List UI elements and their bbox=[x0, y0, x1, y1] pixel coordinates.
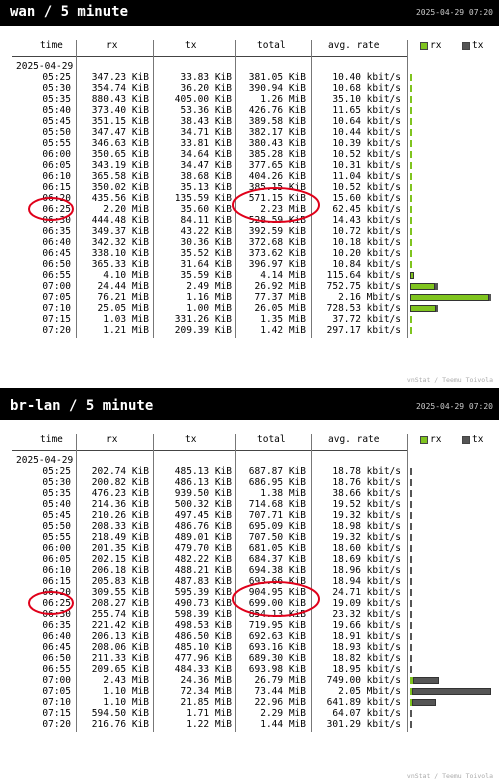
cell-rx: 202.74 KiB bbox=[91, 466, 149, 477]
cell-rate: 19.52 kbit/s bbox=[332, 499, 401, 510]
cell-rate: 18.91 kbit/s bbox=[332, 631, 401, 642]
cell-tx: 38.43 KiB bbox=[180, 116, 232, 127]
legend-tx-label: tx bbox=[472, 434, 484, 445]
cell-rate: 641.89 kbit/s bbox=[326, 697, 401, 708]
cell-rx: 880.43 KiB bbox=[91, 94, 149, 105]
cell-rate: 10.44 kbit/s bbox=[332, 127, 401, 138]
cell-rate: 35.10 kbit/s bbox=[332, 94, 401, 105]
cell-total: 681.05 KiB bbox=[248, 543, 306, 554]
cell-total: 1.26 MiB bbox=[260, 94, 306, 105]
cell-total: 382.17 KiB bbox=[248, 127, 306, 138]
cell-tx: 485.13 KiB bbox=[174, 466, 232, 477]
cell-time: 05:40 bbox=[42, 105, 71, 116]
legend-rx-label: rx bbox=[430, 40, 442, 51]
cell-rate: 10.52 kbit/s bbox=[332, 149, 401, 160]
header-rate: avg. rate bbox=[328, 40, 380, 51]
header-time: time bbox=[40, 434, 63, 445]
cell-rate: 18.78 kbit/s bbox=[332, 466, 401, 477]
cell-time: 07:20 bbox=[42, 325, 71, 336]
cell-rate: 15.60 kbit/s bbox=[332, 193, 401, 204]
cell-tx: 1.00 MiB bbox=[186, 303, 232, 314]
header-total: total bbox=[257, 40, 286, 51]
cell-time: 05:35 bbox=[42, 94, 71, 105]
cell-rx: 206.13 KiB bbox=[91, 631, 149, 642]
header-time: time bbox=[40, 40, 63, 51]
cell-rate: 18.98 kbit/s bbox=[332, 521, 401, 532]
annotation-circle-time bbox=[29, 592, 73, 614]
credit-text: vnStat / Teemu Toivola bbox=[406, 772, 493, 780]
cell-rx: 76.21 MiB bbox=[97, 292, 149, 303]
header-tx: tx bbox=[185, 434, 197, 445]
cell-time: 06:45 bbox=[42, 642, 71, 653]
cell-time: 06:55 bbox=[42, 270, 71, 281]
cell-rate: 752.75 kbit/s bbox=[326, 281, 401, 292]
cell-time: 06:35 bbox=[42, 226, 71, 237]
legend-tx-label: tx bbox=[472, 40, 484, 51]
cell-rx: 594.50 KiB bbox=[91, 708, 149, 719]
cell-rx: 347.47 KiB bbox=[91, 127, 149, 138]
cell-time: 06:35 bbox=[42, 620, 71, 631]
cell-rx: 4.10 MiB bbox=[103, 270, 149, 281]
cell-rx: 2.43 MiB bbox=[103, 675, 149, 686]
panel-title: wan / 5 minute bbox=[10, 4, 129, 20]
cell-rate: 62.45 kbit/s bbox=[332, 204, 401, 215]
cell-total: 689.30 KiB bbox=[248, 653, 306, 664]
cell-tx: 21.85 MiB bbox=[180, 697, 232, 708]
cell-tx: 24.36 MiB bbox=[180, 675, 232, 686]
cell-time: 06:40 bbox=[42, 631, 71, 642]
date-label: 2025-04-29 bbox=[16, 61, 74, 72]
cell-rx: 209.65 KiB bbox=[91, 664, 149, 675]
cell-time: 06:30 bbox=[42, 609, 71, 620]
cell-total: 385.15 KiB bbox=[248, 182, 306, 193]
cell-total: 719.95 KiB bbox=[248, 620, 306, 631]
cell-rx: 206.18 KiB bbox=[91, 565, 149, 576]
cell-time: 06:20 bbox=[42, 587, 71, 598]
cell-rx: 354.74 KiB bbox=[91, 83, 149, 94]
cell-time: 06:30 bbox=[42, 215, 71, 226]
cell-tx: 482.22 KiB bbox=[174, 554, 232, 565]
cell-tx: 405.00 KiB bbox=[174, 94, 232, 105]
cell-total: 1.42 MiB bbox=[260, 325, 306, 336]
cell-tx: 34.64 KiB bbox=[180, 149, 232, 160]
cell-rate: 2.05 Mbit/s bbox=[338, 686, 401, 697]
cell-tx: 485.10 KiB bbox=[174, 642, 232, 653]
cell-total: 404.26 KiB bbox=[248, 171, 306, 182]
cell-rate: 19.32 kbit/s bbox=[332, 532, 401, 543]
cell-total: 390.94 KiB bbox=[248, 83, 306, 94]
cell-time: 05:50 bbox=[42, 127, 71, 138]
cell-rx: 476.23 KiB bbox=[91, 488, 149, 499]
cell-total: 373.62 KiB bbox=[248, 248, 306, 259]
cell-total: 22.96 MiB bbox=[254, 697, 306, 708]
cell-rate: 10.72 kbit/s bbox=[332, 226, 401, 237]
cell-total: 381.05 KiB bbox=[248, 72, 306, 83]
cell-rx: 221.42 KiB bbox=[91, 620, 149, 631]
cell-time: 05:35 bbox=[42, 488, 71, 499]
cell-rate: 297.17 kbit/s bbox=[326, 325, 401, 336]
cell-total: 693.98 KiB bbox=[248, 664, 306, 675]
cell-time: 06:15 bbox=[42, 576, 71, 587]
cell-time: 06:10 bbox=[42, 171, 71, 182]
cell-total: 426.76 KiB bbox=[248, 105, 306, 116]
cell-rx: 373.40 KiB bbox=[91, 105, 149, 116]
cell-rx: 216.76 KiB bbox=[91, 719, 149, 730]
cell-rate: 749.00 kbit/s bbox=[326, 675, 401, 686]
cell-total: 377.65 KiB bbox=[248, 160, 306, 171]
cell-rate: 37.72 kbit/s bbox=[332, 314, 401, 325]
cell-rx: 200.82 KiB bbox=[91, 477, 149, 488]
cell-rate: 10.84 kbit/s bbox=[332, 259, 401, 270]
cell-tx: 1.22 MiB bbox=[186, 719, 232, 730]
cell-rate: 11.65 kbit/s bbox=[332, 105, 401, 116]
cell-rate: 10.52 kbit/s bbox=[332, 182, 401, 193]
cell-rate: 14.43 kbit/s bbox=[332, 215, 401, 226]
cell-total: 389.58 KiB bbox=[248, 116, 306, 127]
cell-tx: 500.32 KiB bbox=[174, 499, 232, 510]
cell-time: 05:50 bbox=[42, 521, 71, 532]
cell-rate: 38.66 kbit/s bbox=[332, 488, 401, 499]
cell-rate: 10.68 kbit/s bbox=[332, 83, 401, 94]
cell-rate: 10.40 kbit/s bbox=[332, 72, 401, 83]
cell-total: 695.09 KiB bbox=[248, 521, 306, 532]
header-rx: rx bbox=[106, 40, 118, 51]
cell-rx: 255.74 KiB bbox=[91, 609, 149, 620]
annotation-overlay bbox=[0, 0, 499, 388]
cell-rx: 1.10 MiB bbox=[103, 697, 149, 708]
cell-total: 2.29 MiB bbox=[260, 708, 306, 719]
panel-br-lan bbox=[0, 394, 499, 784]
cell-time: 07:20 bbox=[42, 719, 71, 730]
cell-total: 707.71 KiB bbox=[248, 510, 306, 521]
cell-total: 372.68 KiB bbox=[248, 237, 306, 248]
legend-rx-label: rx bbox=[430, 434, 442, 445]
cell-tx: 489.01 KiB bbox=[174, 532, 232, 543]
cell-time: 05:25 bbox=[42, 466, 71, 477]
cell-total: 1.38 MiB bbox=[260, 488, 306, 499]
cell-rate: 115.64 kbit/s bbox=[326, 270, 401, 281]
cell-tx: 331.26 KiB bbox=[174, 314, 232, 325]
cell-rate: 19.09 kbit/s bbox=[332, 598, 401, 609]
cell-rx: 309.55 KiB bbox=[91, 587, 149, 598]
cell-rx: 218.49 KiB bbox=[91, 532, 149, 543]
cell-time: 05:45 bbox=[42, 510, 71, 521]
cell-time: 05:30 bbox=[42, 83, 71, 94]
cell-time: 07:15 bbox=[42, 314, 71, 325]
panel-title: br-lan / 5 minute bbox=[10, 398, 154, 414]
cell-time: 07:05 bbox=[42, 686, 71, 697]
annotation-circle-total bbox=[233, 188, 319, 222]
cell-tx: 490.73 KiB bbox=[174, 598, 232, 609]
cell-tx: 1.71 MiB bbox=[186, 708, 232, 719]
cell-time: 07:00 bbox=[42, 281, 71, 292]
cell-total: 686.95 KiB bbox=[248, 477, 306, 488]
cell-rx: 365.33 KiB bbox=[91, 259, 149, 270]
cell-total: 699.00 KiB bbox=[248, 598, 306, 609]
cell-time: 06:15 bbox=[42, 182, 71, 193]
cell-rate: 19.32 kbit/s bbox=[332, 510, 401, 521]
cell-total: 707.50 KiB bbox=[248, 532, 306, 543]
cell-total: 693.16 KiB bbox=[248, 642, 306, 653]
cell-rate: 18.82 kbit/s bbox=[332, 653, 401, 664]
cell-rx: 201.35 KiB bbox=[91, 543, 149, 554]
cell-rx: 342.32 KiB bbox=[91, 237, 149, 248]
cell-total: 4.14 MiB bbox=[260, 270, 306, 281]
cell-rx: 346.63 KiB bbox=[91, 138, 149, 149]
cell-total: 854.13 KiB bbox=[248, 609, 306, 620]
cell-time: 05:40 bbox=[42, 499, 71, 510]
cell-rx: 351.15 KiB bbox=[91, 116, 149, 127]
cell-tx: 598.39 KiB bbox=[174, 609, 232, 620]
cell-total: 385.28 KiB bbox=[248, 149, 306, 160]
cell-rate: 10.64 kbit/s bbox=[332, 116, 401, 127]
cell-rx: 347.23 KiB bbox=[91, 72, 149, 83]
cell-time: 05:55 bbox=[42, 138, 71, 149]
cell-total: 1.44 MiB bbox=[260, 719, 306, 730]
cell-time: 07:10 bbox=[42, 697, 71, 708]
cell-total: 396.97 KiB bbox=[248, 259, 306, 270]
cell-tx: 487.83 KiB bbox=[174, 576, 232, 587]
cell-tx: 939.50 KiB bbox=[174, 488, 232, 499]
cell-time: 07:00 bbox=[42, 675, 71, 686]
cell-rate: 10.31 kbit/s bbox=[332, 160, 401, 171]
cell-rx: 343.19 KiB bbox=[91, 160, 149, 171]
cell-rate: 18.96 kbit/s bbox=[332, 565, 401, 576]
cell-rx: 1.03 MiB bbox=[103, 314, 149, 325]
cell-rx: 211.33 KiB bbox=[91, 653, 149, 664]
cell-tx: 2.49 MiB bbox=[186, 281, 232, 292]
cell-time: 05:30 bbox=[42, 477, 71, 488]
cell-rate: 23.32 kbit/s bbox=[332, 609, 401, 620]
cell-tx: 498.53 KiB bbox=[174, 620, 232, 631]
cell-rate: 19.66 kbit/s bbox=[332, 620, 401, 631]
cell-tx: 72.34 MiB bbox=[180, 686, 232, 697]
cell-total: 684.37 KiB bbox=[248, 554, 306, 565]
cell-rx: 1.21 MiB bbox=[103, 325, 149, 336]
cell-rx: 349.37 KiB bbox=[91, 226, 149, 237]
cell-rate: 18.93 kbit/s bbox=[332, 642, 401, 653]
cell-time: 06:00 bbox=[42, 149, 71, 160]
cell-time: 05:45 bbox=[42, 116, 71, 127]
cell-tx: 33.83 KiB bbox=[180, 72, 232, 83]
cell-time: 06:45 bbox=[42, 248, 71, 259]
cell-tx: 135.59 KiB bbox=[174, 193, 232, 204]
cell-total: 380.43 KiB bbox=[248, 138, 306, 149]
cell-rate: 11.04 kbit/s bbox=[332, 171, 401, 182]
cell-time: 06:25 bbox=[42, 204, 71, 215]
cell-time: 06:25 bbox=[42, 598, 71, 609]
cell-rx: 24.44 MiB bbox=[97, 281, 149, 292]
cell-rx: 1.10 MiB bbox=[103, 686, 149, 697]
cell-rx: 205.83 KiB bbox=[91, 576, 149, 587]
panel-timestamp: 2025-04-29 07:20 bbox=[415, 402, 493, 411]
cell-time: 06:55 bbox=[42, 664, 71, 675]
cell-tx: 35.60 KiB bbox=[180, 204, 232, 215]
cell-time: 07:10 bbox=[42, 303, 71, 314]
cell-total: 528.59 KiB bbox=[248, 215, 306, 226]
cell-tx: 486.13 KiB bbox=[174, 477, 232, 488]
cell-tx: 43.22 KiB bbox=[180, 226, 232, 237]
cell-rate: 18.76 kbit/s bbox=[332, 477, 401, 488]
cell-rx: 338.10 KiB bbox=[91, 248, 149, 259]
cell-total: 26.79 MiB bbox=[254, 675, 306, 686]
cell-total: 693.66 KiB bbox=[248, 576, 306, 587]
cell-total: 692.63 KiB bbox=[248, 631, 306, 642]
cell-tx: 484.33 KiB bbox=[174, 664, 232, 675]
cell-tx: 477.96 KiB bbox=[174, 653, 232, 664]
cell-rate: 2.16 Mbit/s bbox=[338, 292, 401, 303]
cell-total: 26.92 MiB bbox=[254, 281, 306, 292]
cell-time: 07:05 bbox=[42, 292, 71, 303]
date-label: 2025-04-29 bbox=[16, 455, 74, 466]
annotation-overlay bbox=[0, 394, 499, 784]
cell-tx: 35.52 KiB bbox=[180, 248, 232, 259]
cell-rate: 18.69 kbit/s bbox=[332, 554, 401, 565]
cell-rx: 208.27 KiB bbox=[91, 598, 149, 609]
cell-tx: 595.39 KiB bbox=[174, 587, 232, 598]
cell-rx: 208.06 KiB bbox=[91, 642, 149, 653]
cell-time: 07:15 bbox=[42, 708, 71, 719]
cell-rate: 728.53 kbit/s bbox=[326, 303, 401, 314]
cell-total: 1.35 MiB bbox=[260, 314, 306, 325]
cell-rx: 25.05 MiB bbox=[97, 303, 149, 314]
cell-tx: 38.68 KiB bbox=[180, 171, 232, 182]
cell-tx: 34.47 KiB bbox=[180, 160, 232, 171]
cell-rate: 24.71 kbit/s bbox=[332, 587, 401, 598]
annotation-circle-total bbox=[233, 582, 319, 616]
cell-time: 06:20 bbox=[42, 193, 71, 204]
cell-time: 06:05 bbox=[42, 160, 71, 171]
cell-tx: 33.81 KiB bbox=[180, 138, 232, 149]
cell-time: 05:55 bbox=[42, 532, 71, 543]
cell-total: 687.87 KiB bbox=[248, 466, 306, 477]
header-tx: tx bbox=[185, 40, 197, 51]
cell-tx: 486.50 KiB bbox=[174, 631, 232, 642]
panel-wan bbox=[0, 0, 499, 388]
cell-total: 2.23 MiB bbox=[260, 204, 306, 215]
cell-rx: 350.65 KiB bbox=[91, 149, 149, 160]
cell-total: 714.68 KiB bbox=[248, 499, 306, 510]
annotation-circle-time bbox=[29, 198, 73, 220]
cell-rate: 18.60 kbit/s bbox=[332, 543, 401, 554]
cell-tx: 497.45 KiB bbox=[174, 510, 232, 521]
cell-rx: 2.20 MiB bbox=[103, 204, 149, 215]
cell-rx: 365.58 KiB bbox=[91, 171, 149, 182]
cell-tx: 486.76 KiB bbox=[174, 521, 232, 532]
cell-total: 26.05 MiB bbox=[254, 303, 306, 314]
cell-time: 06:40 bbox=[42, 237, 71, 248]
cell-rx: 202.15 KiB bbox=[91, 554, 149, 565]
cell-rate: 10.20 kbit/s bbox=[332, 248, 401, 259]
cell-time: 06:50 bbox=[42, 259, 71, 270]
header-total: total bbox=[257, 434, 286, 445]
cell-tx: 34.71 KiB bbox=[180, 127, 232, 138]
cell-rx: 208.33 KiB bbox=[91, 521, 149, 532]
cell-rx: 435.56 KiB bbox=[91, 193, 149, 204]
cell-time: 06:10 bbox=[42, 565, 71, 576]
cell-tx: 30.36 KiB bbox=[180, 237, 232, 248]
cell-tx: 31.64 KiB bbox=[180, 259, 232, 270]
panel-timestamp: 2025-04-29 07:20 bbox=[415, 8, 493, 17]
cell-rx: 444.48 KiB bbox=[91, 215, 149, 226]
cell-rate: 10.18 kbit/s bbox=[332, 237, 401, 248]
cell-time: 05:25 bbox=[42, 72, 71, 83]
cell-time: 06:00 bbox=[42, 543, 71, 554]
credit-text: vnStat / Teemu Toivola bbox=[406, 376, 493, 384]
cell-rate: 18.95 kbit/s bbox=[332, 664, 401, 675]
cell-rx: 210.26 KiB bbox=[91, 510, 149, 521]
cell-total: 392.59 KiB bbox=[248, 226, 306, 237]
cell-tx: 488.21 KiB bbox=[174, 565, 232, 576]
cell-total: 904.95 KiB bbox=[248, 587, 306, 598]
cell-rate: 18.94 kbit/s bbox=[332, 576, 401, 587]
cell-total: 694.38 KiB bbox=[248, 565, 306, 576]
cell-time: 06:50 bbox=[42, 653, 71, 664]
cell-total: 73.44 MiB bbox=[254, 686, 306, 697]
cell-total: 77.37 MiB bbox=[254, 292, 306, 303]
cell-tx: 479.70 KiB bbox=[174, 543, 232, 554]
cell-rx: 214.36 KiB bbox=[91, 499, 149, 510]
cell-tx: 36.20 KiB bbox=[180, 83, 232, 94]
header-rx: rx bbox=[106, 434, 118, 445]
cell-rate: 10.39 kbit/s bbox=[332, 138, 401, 149]
cell-rx: 350.02 KiB bbox=[91, 182, 149, 193]
cell-rate: 64.07 kbit/s bbox=[332, 708, 401, 719]
cell-tx: 35.59 KiB bbox=[180, 270, 232, 281]
cell-total: 571.15 KiB bbox=[248, 193, 306, 204]
cell-tx: 84.11 KiB bbox=[180, 215, 232, 226]
cell-time: 06:05 bbox=[42, 554, 71, 565]
cell-tx: 1.16 MiB bbox=[186, 292, 232, 303]
cell-tx: 53.36 KiB bbox=[180, 105, 232, 116]
cell-rate: 301.29 kbit/s bbox=[326, 719, 401, 730]
header-rate: avg. rate bbox=[328, 434, 380, 445]
cell-tx: 209.39 KiB bbox=[174, 325, 232, 336]
cell-tx: 35.13 KiB bbox=[180, 182, 232, 193]
